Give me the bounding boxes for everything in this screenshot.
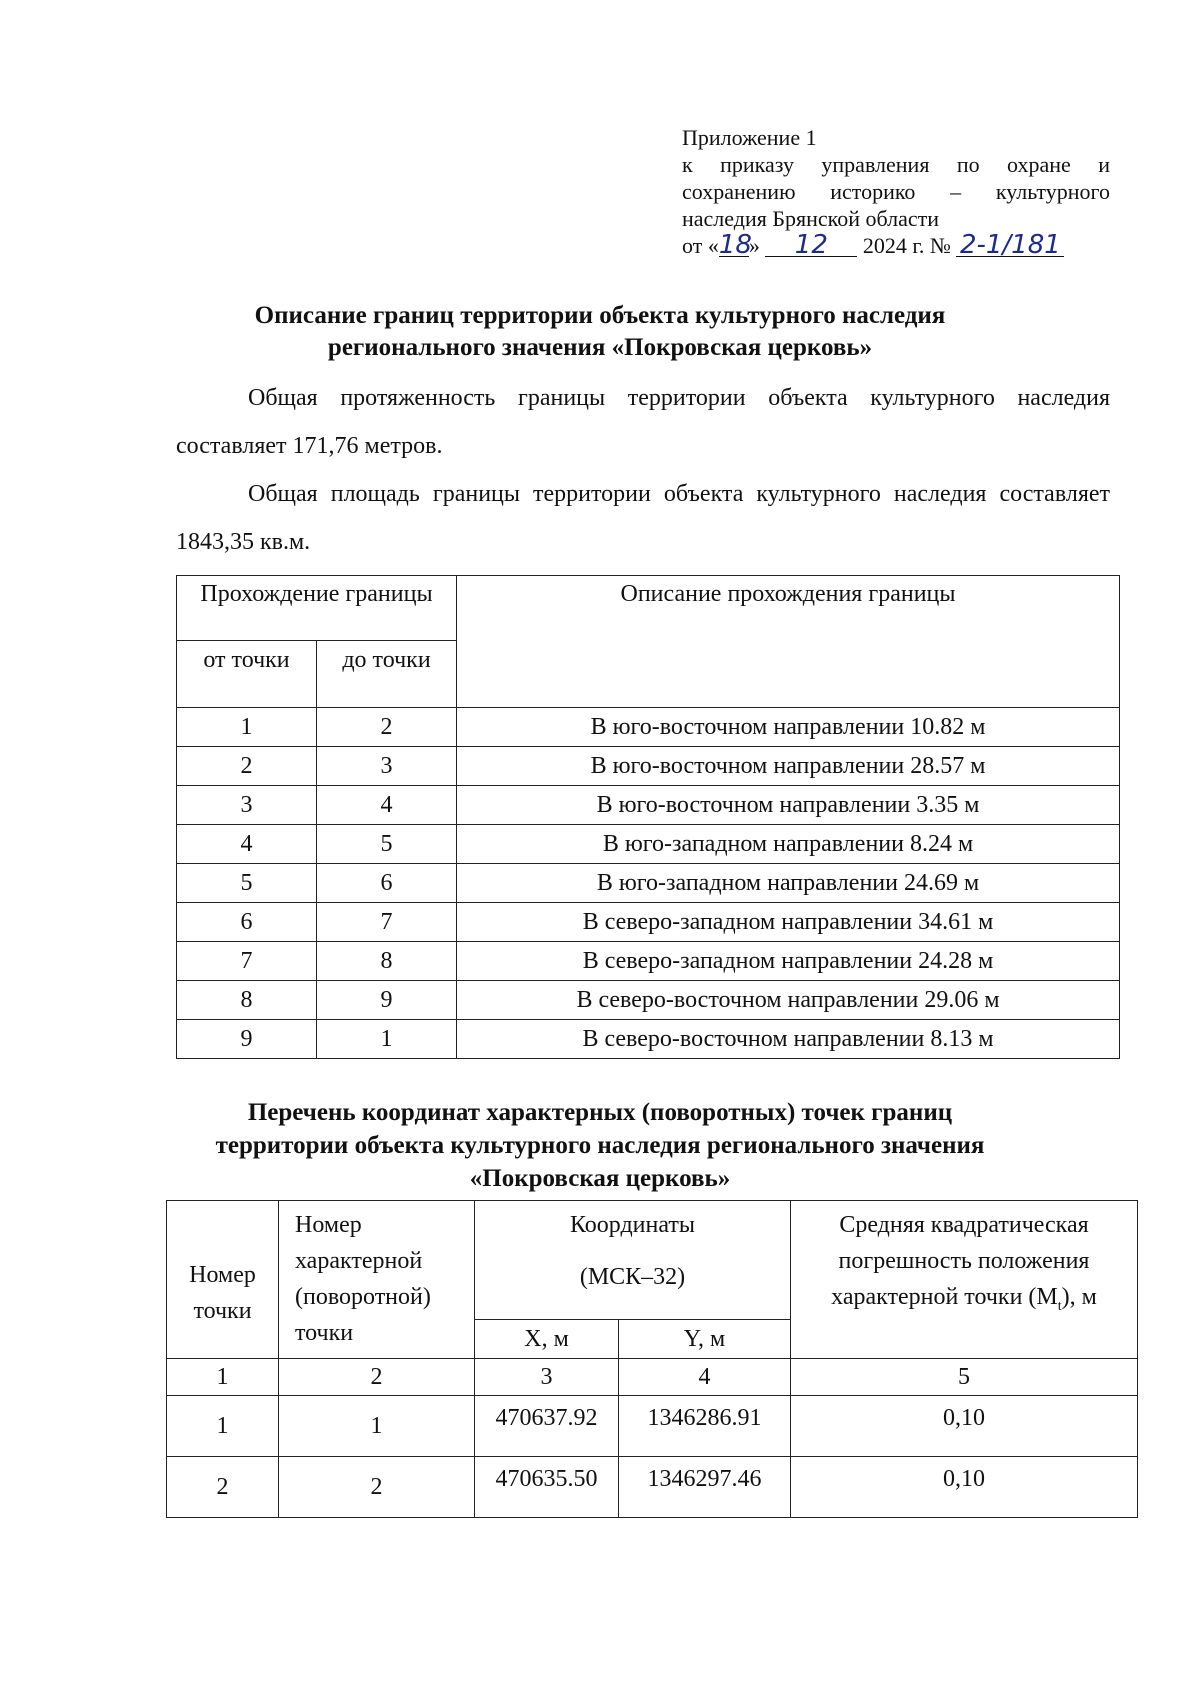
date-month: 12 [765,234,857,257]
cell-from: 8 [177,981,317,1020]
section1-title [60,300,1140,364]
cell-to: 7 [317,903,457,942]
cell-from: 7 [177,942,317,981]
cell-error: 0,10 [791,1457,1138,1518]
section2-title-line-3: «Покровская церковь» [469,1165,731,1192]
cell-description: В юго-западном направлении 8.24 м [457,825,1120,864]
header-coordinate-system: (МСК–32) [579,1264,686,1290]
section2-title [60,1096,1140,1195]
header-error-line-3-text: характерной точки (M [831,1284,1058,1310]
table-row [177,747,1120,786]
cell-from: 5 [177,864,317,903]
date-year: 2024 г. № [862,233,951,258]
table-header-row [177,576,1120,641]
header-point-number: Номер точки [167,1201,279,1359]
table-row [177,708,1120,747]
cell-char-point: 2 [279,1457,475,1518]
table-row [167,1457,1138,1518]
appendix-line-2: к приказу управления по охране и [682,152,1110,177]
cell-x: 470637.92 [475,1396,619,1457]
table-row [167,1396,1138,1457]
cell-description: В юго-восточном направлении 3.35 м [457,786,1120,825]
cell-to: 4 [317,786,457,825]
cell-description: В юго-восточном направлении 10.82 м [457,708,1120,747]
cell-description: В северо-восточном направлении 8.13 м [457,1020,1120,1059]
cell-point: 1 [167,1396,279,1457]
table-row [177,942,1120,981]
cell-to: 9 [317,981,457,1020]
section2-title-line-1: Перечень координат характерных (поворотных) точек границ [247,1099,953,1126]
column-number: 5 [791,1359,1138,1396]
cell-to: 8 [317,942,457,981]
cell-error: 0,10 [791,1396,1138,1457]
header-boundary-passage: Прохождение границы [177,576,457,641]
cell-description: В юго-восточном направлении 28.57 м [457,747,1120,786]
date-day: 18 [718,230,752,260]
header-error-line-2: погрешность положения [838,1248,1090,1274]
header-x: X, м [475,1320,619,1359]
cell-char-point: 1 [279,1396,475,1457]
cell-description: В северо-западном направлении 34.61 м [457,903,1120,942]
table-row [177,981,1120,1020]
appendix-line-3: сохранению историко – культурного [682,179,1110,204]
order-number: 2-1/181 [956,234,1064,257]
header-error-subscript: t [1057,1298,1062,1314]
table-row [177,1020,1120,1059]
header-coordinates [475,1201,791,1320]
header-coordinates-label: Координаты [569,1212,696,1238]
cell-y: 1346297.46 [619,1457,791,1518]
coordinates-table [166,1200,1138,1518]
cell-description: В северо-восточном направлении 29.06 м [457,981,1120,1020]
table-header-row [167,1201,1138,1320]
date-day-suffix: » [748,233,760,258]
column-numbers-row [167,1359,1138,1396]
appendix-header [682,124,1110,259]
cell-from: 3 [177,786,317,825]
cell-description: В юго-западном направлении 24.69 м [457,864,1120,903]
column-number: 4 [619,1359,791,1396]
cell-x: 470635.50 [475,1457,619,1518]
section1-title-line-1: Описание границ территории объекта культурного наследия [254,302,946,329]
appendix-line-4: наследия Брянской области [682,206,940,231]
cell-from: 2 [177,747,317,786]
header-mean-square-error [791,1201,1138,1359]
cell-from: 4 [177,825,317,864]
cell-to: 3 [317,747,457,786]
cell-description: В северо-западном направлении 24.28 м [457,942,1120,981]
table-row [177,864,1120,903]
column-number: 3 [475,1359,619,1396]
cell-to: 6 [317,864,457,903]
boundary-description-table [176,575,1120,1059]
cell-point: 2 [167,1457,279,1518]
cell-y: 1346286.91 [619,1396,791,1457]
header-to-point: до точки [317,641,457,708]
cell-from: 9 [177,1020,317,1059]
paragraph-area: Общая площадь границы территории объекта культурного наследия составляет 1843,35 кв.м. [176,481,1110,555]
table-row [177,825,1120,864]
header-boundary-description: Описание прохождения границы [457,576,1120,708]
cell-to: 1 [317,1020,457,1059]
paragraph-length: Общая протяженность границы территории объекта культурного наследия составляет 171,76 метров. [176,385,1110,459]
header-error-line-3 [791,1279,1137,1325]
header-error-line-3-end: ), м [1061,1284,1097,1310]
header-y: Y, м [619,1320,791,1359]
column-number: 2 [279,1359,475,1396]
column-number: 1 [167,1359,279,1396]
date-prefix: от « [682,233,719,258]
cell-to: 5 [317,825,457,864]
section2-title-line-2: территории объекта культурного наследия регионального значения [215,1132,985,1159]
table-row [177,786,1120,825]
section1-title-line-2: регионального значения «Покровская церковь» [327,334,873,361]
header-error-line-1: Средняя квадратическая [839,1212,1089,1238]
cell-from: 6 [177,903,317,942]
header-from-point: от точки [177,641,317,708]
cell-to: 2 [317,708,457,747]
header-characteristic-point-number: Номер характерной (поворотной) точки [279,1201,475,1359]
cell-from: 1 [177,708,317,747]
appendix-line-1: Приложение 1 [682,125,817,150]
table-row [177,903,1120,942]
appendix-date-line [682,232,1110,259]
